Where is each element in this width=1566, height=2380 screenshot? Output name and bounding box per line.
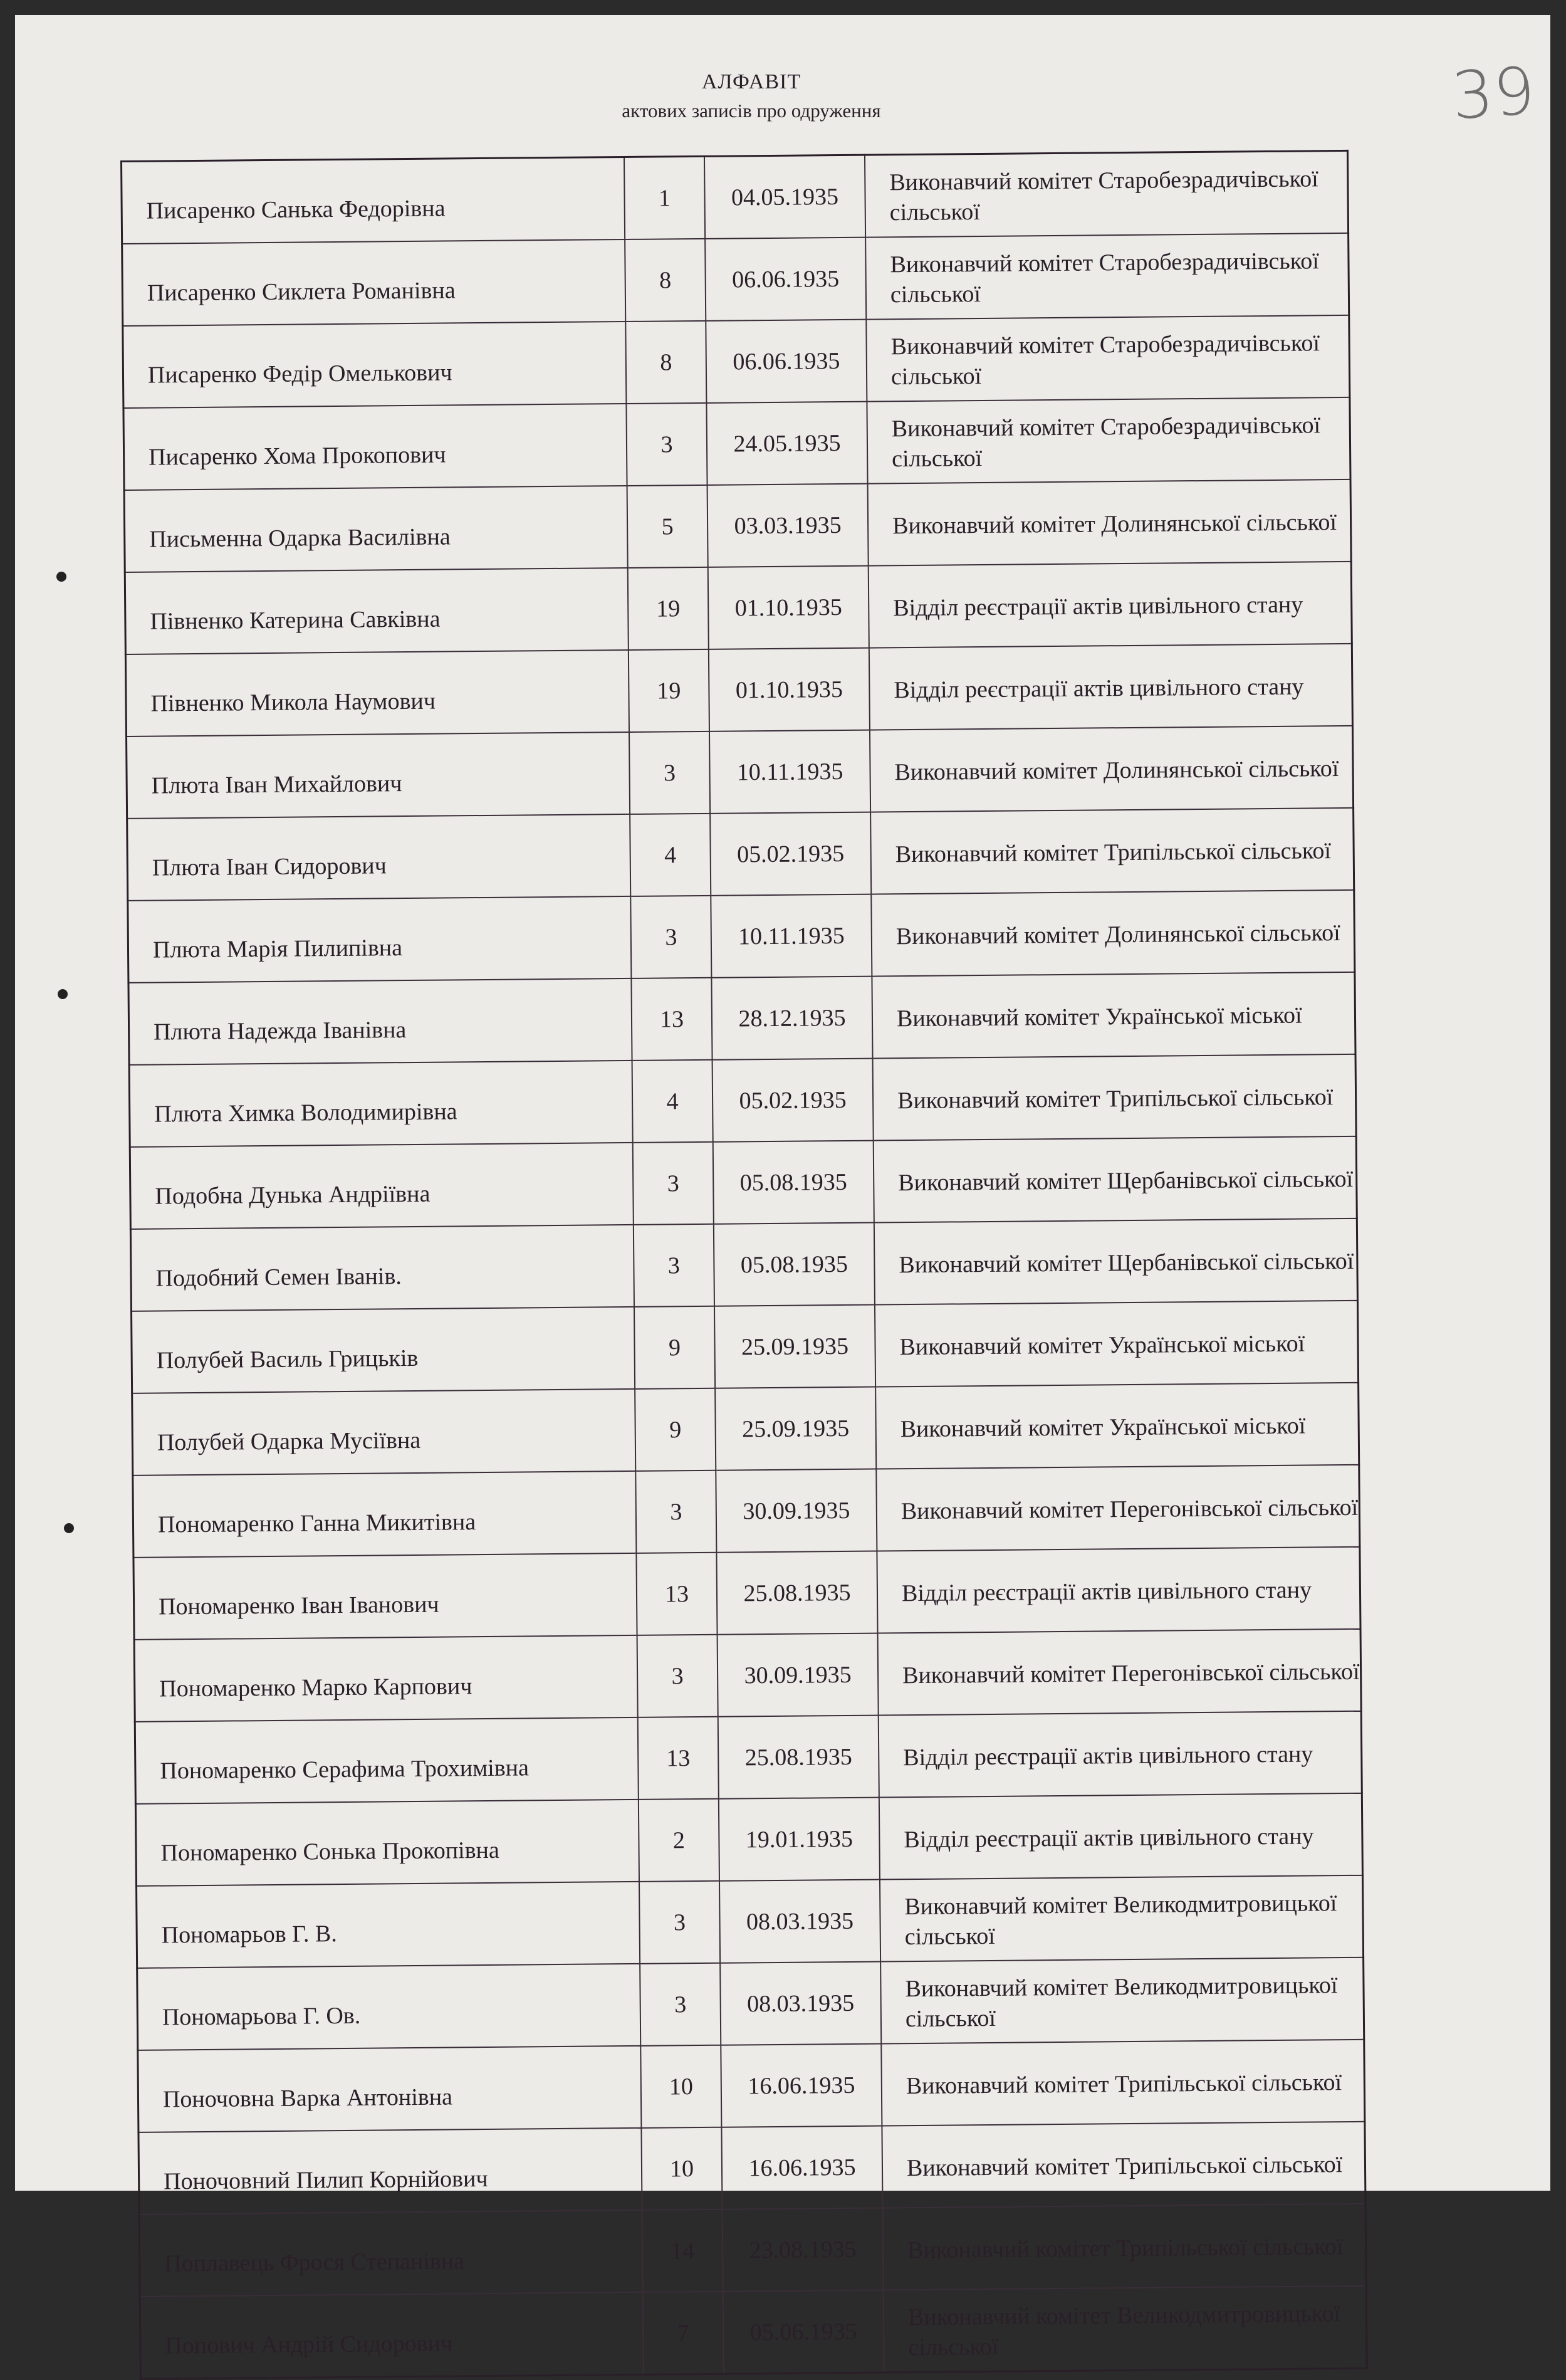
person-name-cell: Поплавець Фрося Степанівна xyxy=(139,2210,643,2297)
document-title: АЛФАВІТ xyxy=(701,70,801,93)
table-row xyxy=(124,480,1351,572)
record-date-cell: 30.09.1935 xyxy=(716,1469,877,1553)
table-row xyxy=(134,1629,1361,1722)
table-row xyxy=(138,2122,1365,2215)
record-date-cell: 24.05.1935 xyxy=(706,402,867,485)
person-name-cell: Плюта Іван Михайлович xyxy=(127,732,630,819)
record-number-cell: 3 xyxy=(629,731,710,814)
table-row xyxy=(137,1875,1364,1968)
registry-office-cell: Виконавчий комітет Трипільської сільської xyxy=(873,1054,1357,1141)
registry-office-cell: Відділ реєстрації актів цивільного стану xyxy=(879,1711,1362,1798)
table-row xyxy=(132,1301,1359,1393)
person-name-cell: Плюта Химка Володимирівна xyxy=(129,1061,633,1147)
table-row xyxy=(130,1219,1357,1311)
person-name-cell: Плюта Іван Сидорович xyxy=(127,814,631,901)
record-number-cell: 3 xyxy=(633,1142,714,1225)
record-date-cell: 05.06.1935 xyxy=(723,2290,884,2374)
registry-office-cell: Виконавчий комітет Української міської xyxy=(875,1383,1359,1469)
table-row xyxy=(130,1136,1357,1229)
record-date-cell: 06.06.1935 xyxy=(705,238,866,321)
registry-office-cell: Виконавчий комітет Великодмитровицької сільської xyxy=(880,1958,1364,2044)
registry-office-cell: Виконавчий комітет Старобезрадичівської сільської xyxy=(865,150,1349,237)
registry-office-cell: Відділ реєстрації актів цивільного стану xyxy=(869,562,1352,648)
record-number-cell: 2 xyxy=(639,1799,719,1882)
record-date-cell: 06.06.1935 xyxy=(706,320,867,403)
record-date-cell: 16.06.1935 xyxy=(721,2126,882,2210)
record-number-cell: 3 xyxy=(639,1881,720,1964)
record-number-cell: 7 xyxy=(643,2292,724,2375)
record-date-cell: 03.03.1935 xyxy=(707,484,869,567)
person-name-cell: Полубей Одарка Мусіївна xyxy=(132,1389,636,1476)
person-name-cell: Писаренко Хома Прокопович xyxy=(123,404,627,490)
registry-office-cell: Виконавчий комітет Старобезрадичівської сільської xyxy=(867,397,1350,484)
person-name-cell: Полубей Василь Грицьків xyxy=(132,1307,635,1393)
record-number-cell: 13 xyxy=(638,1717,719,1800)
record-date-cell: 25.08.1935 xyxy=(716,1551,877,1635)
marriage-records-table xyxy=(120,150,1368,2380)
record-date-cell: 01.10.1935 xyxy=(709,648,870,731)
registry-office-cell: Виконавчий комітет Трипільської сільської xyxy=(882,2122,1365,2208)
record-date-cell: 01.10.1935 xyxy=(708,566,869,649)
person-name-cell: Писаренко Сиклета Романівна xyxy=(122,239,626,326)
record-date-cell: 16.06.1935 xyxy=(721,2044,882,2127)
table-row xyxy=(139,2204,1366,2297)
record-number-cell: 4 xyxy=(630,814,711,896)
person-name-cell: Подобна Дунька Андріївна xyxy=(130,1143,634,1229)
person-name-cell: Пономаренко Іван Іванович xyxy=(133,1553,637,1640)
registry-office-cell: Виконавчий комітет Трипільської сільської xyxy=(883,2204,1367,2290)
record-number-cell: 19 xyxy=(629,649,709,732)
registry-office-cell: Виконавчий комітет Щербанівської сільської xyxy=(874,1219,1358,1305)
record-number-cell: 10 xyxy=(640,2045,721,2128)
registry-office-cell: Виконавчий комітет Української міської xyxy=(875,1301,1359,1387)
table-row xyxy=(125,644,1352,737)
person-name-cell: Плюта Надежда Іванівна xyxy=(128,978,632,1065)
record-date-cell: 05.08.1935 xyxy=(713,1141,874,1224)
record-date-cell: 10.11.1935 xyxy=(709,730,870,814)
record-number-cell: 10 xyxy=(641,2127,722,2210)
record-date-cell: 25.09.1935 xyxy=(714,1305,875,1388)
registry-office-cell: Виконавчий комітет Трипільської сільської xyxy=(881,2040,1365,2126)
registry-office-cell: Виконавчий комітет Великодмитровицької сільської xyxy=(880,1875,1364,1962)
registry-office-cell: Виконавчий комітет Старобезрадичівської сільської xyxy=(865,233,1349,320)
record-date-cell: 05.08.1935 xyxy=(714,1223,875,1306)
person-name-cell: Поночовний Пилип Корнійович xyxy=(138,2128,642,2215)
record-number-cell: 3 xyxy=(635,1470,716,1553)
table-row xyxy=(128,890,1355,983)
record-number-cell: 8 xyxy=(625,239,706,322)
registry-office-cell: Виконавчий комітет Щербанівської сільської xyxy=(874,1136,1357,1223)
record-number-cell: 9 xyxy=(634,1306,715,1389)
record-number-cell: 3 xyxy=(640,1963,721,2046)
record-number-cell: 3 xyxy=(637,1635,718,1717)
record-date-cell: 10.11.1935 xyxy=(711,894,872,978)
registry-office-cell: Відділ реєстрації актів цивільного стану xyxy=(879,1793,1363,1880)
person-name-cell: Плюта Марія Пилипівна xyxy=(128,896,632,983)
table-row xyxy=(129,1054,1356,1147)
record-number-cell: 13 xyxy=(636,1553,717,1635)
table-row xyxy=(123,315,1350,408)
record-number-cell: 3 xyxy=(630,896,711,978)
person-name-cell: Пономаренко Сонька Прокопівна xyxy=(135,1800,639,1886)
handwritten-page-number: 39 xyxy=(1449,52,1538,135)
record-number-cell: 4 xyxy=(632,1060,713,1143)
record-number-cell: 13 xyxy=(631,978,712,1061)
record-date-cell: 08.03.1935 xyxy=(719,1880,880,1963)
registry-office-cell: Виконавчий комітет Трипільської сільської xyxy=(870,808,1354,894)
record-number-cell: 1 xyxy=(624,156,705,239)
person-name-cell: Пономаренко Серафима Трохимівна xyxy=(135,1717,639,1804)
person-name-cell: Півненко Микола Наумович xyxy=(125,650,629,737)
record-number-cell: 9 xyxy=(635,1388,716,1471)
registry-office-cell: Виконавчий комітет Великодмитровицької сільської xyxy=(884,2286,1367,2372)
table-row xyxy=(133,1465,1360,1558)
register-table-container xyxy=(120,150,1365,2361)
table-row xyxy=(127,808,1354,901)
registry-office-cell: Виконавчий комітет Перегонівської сільської xyxy=(878,1629,1362,1716)
person-name-cell: Пономарьова Г. Ов. xyxy=(137,1964,641,2050)
person-name-cell: Пономарьов Г. В. xyxy=(137,1882,640,1968)
record-date-cell: 25.08.1935 xyxy=(718,1716,879,1799)
table-row xyxy=(140,2286,1367,2379)
record-number-cell: 8 xyxy=(625,321,706,404)
record-number-cell: 3 xyxy=(634,1224,714,1307)
person-name-cell: Подобний Семен Іванів. xyxy=(130,1225,634,1311)
punch-hole-mark xyxy=(56,572,66,582)
person-name-cell: Пономаренко Ганна Микитівна xyxy=(133,1471,637,1558)
record-date-cell: 04.05.1935 xyxy=(704,155,865,239)
punch-hole-mark xyxy=(64,1523,74,1533)
document-page xyxy=(15,15,1550,2361)
record-number-cell: 5 xyxy=(627,485,708,568)
record-date-cell: 28.12.1935 xyxy=(711,977,872,1060)
table-row xyxy=(135,1793,1362,1886)
record-date-cell: 19.01.1935 xyxy=(719,1798,880,1881)
registry-office-cell: Відділ реєстрації актів цивільного стану xyxy=(877,1547,1360,1633)
record-date-cell: 23.08.1935 xyxy=(723,2208,884,2292)
registry-office-cell: Виконавчий комітет Долинянської сільської xyxy=(868,480,1352,566)
table-row xyxy=(128,972,1355,1065)
person-name-cell: Півненко Катерина Савківна xyxy=(125,568,629,654)
table-row xyxy=(122,233,1349,326)
record-date-cell: 05.02.1935 xyxy=(713,1059,874,1142)
punch-hole-mark xyxy=(58,989,68,999)
table-row xyxy=(127,726,1354,819)
record-date-cell: 25.09.1935 xyxy=(715,1387,876,1470)
person-name-cell: Попович Андрій Сидорович xyxy=(140,2292,644,2379)
registry-office-cell: Відділ реєстрації актів цивільного стану xyxy=(869,644,1353,730)
record-date-cell: 30.09.1935 xyxy=(718,1633,879,1717)
record-date-cell: 08.03.1935 xyxy=(720,1962,881,2045)
person-name-cell: Письменна Одарка Василівна xyxy=(124,486,628,572)
person-name-cell: Писаренко Санька Федорівна xyxy=(122,157,625,243)
record-number-cell: 14 xyxy=(642,2210,723,2292)
table-row xyxy=(137,1958,1364,2050)
person-name-cell: Пономаренко Марко Карпович xyxy=(134,1635,638,1722)
registry-office-cell: Виконавчий комітет Української міської xyxy=(872,972,1355,1059)
document-subtitle: актових записів про одруження xyxy=(622,100,881,122)
table-row xyxy=(123,397,1350,490)
record-number-cell: 19 xyxy=(628,567,709,650)
table-row xyxy=(122,150,1349,244)
registry-office-cell: Виконавчий комітет Старобезрадичівської сільської xyxy=(866,315,1350,402)
table-row xyxy=(132,1383,1359,1476)
person-name-cell: Писаренко Федір Омелькович xyxy=(123,322,627,408)
record-date-cell: 05.02.1935 xyxy=(710,812,871,896)
table-row xyxy=(125,562,1352,654)
registry-office-cell: Виконавчий комітет Долинянської сільської xyxy=(871,890,1355,977)
table-row xyxy=(138,2040,1365,2132)
table-body xyxy=(122,150,1367,2379)
registry-office-cell: Виконавчий комітет Перегонівської сільської xyxy=(876,1465,1360,1551)
registry-office-cell: Виконавчий комітет Долинянської сільської xyxy=(870,726,1354,812)
table-row xyxy=(133,1547,1360,1640)
person-name-cell: Поночовна Варка Антонівна xyxy=(138,2046,642,2132)
table-row xyxy=(135,1711,1362,1804)
record-number-cell: 3 xyxy=(626,403,707,486)
